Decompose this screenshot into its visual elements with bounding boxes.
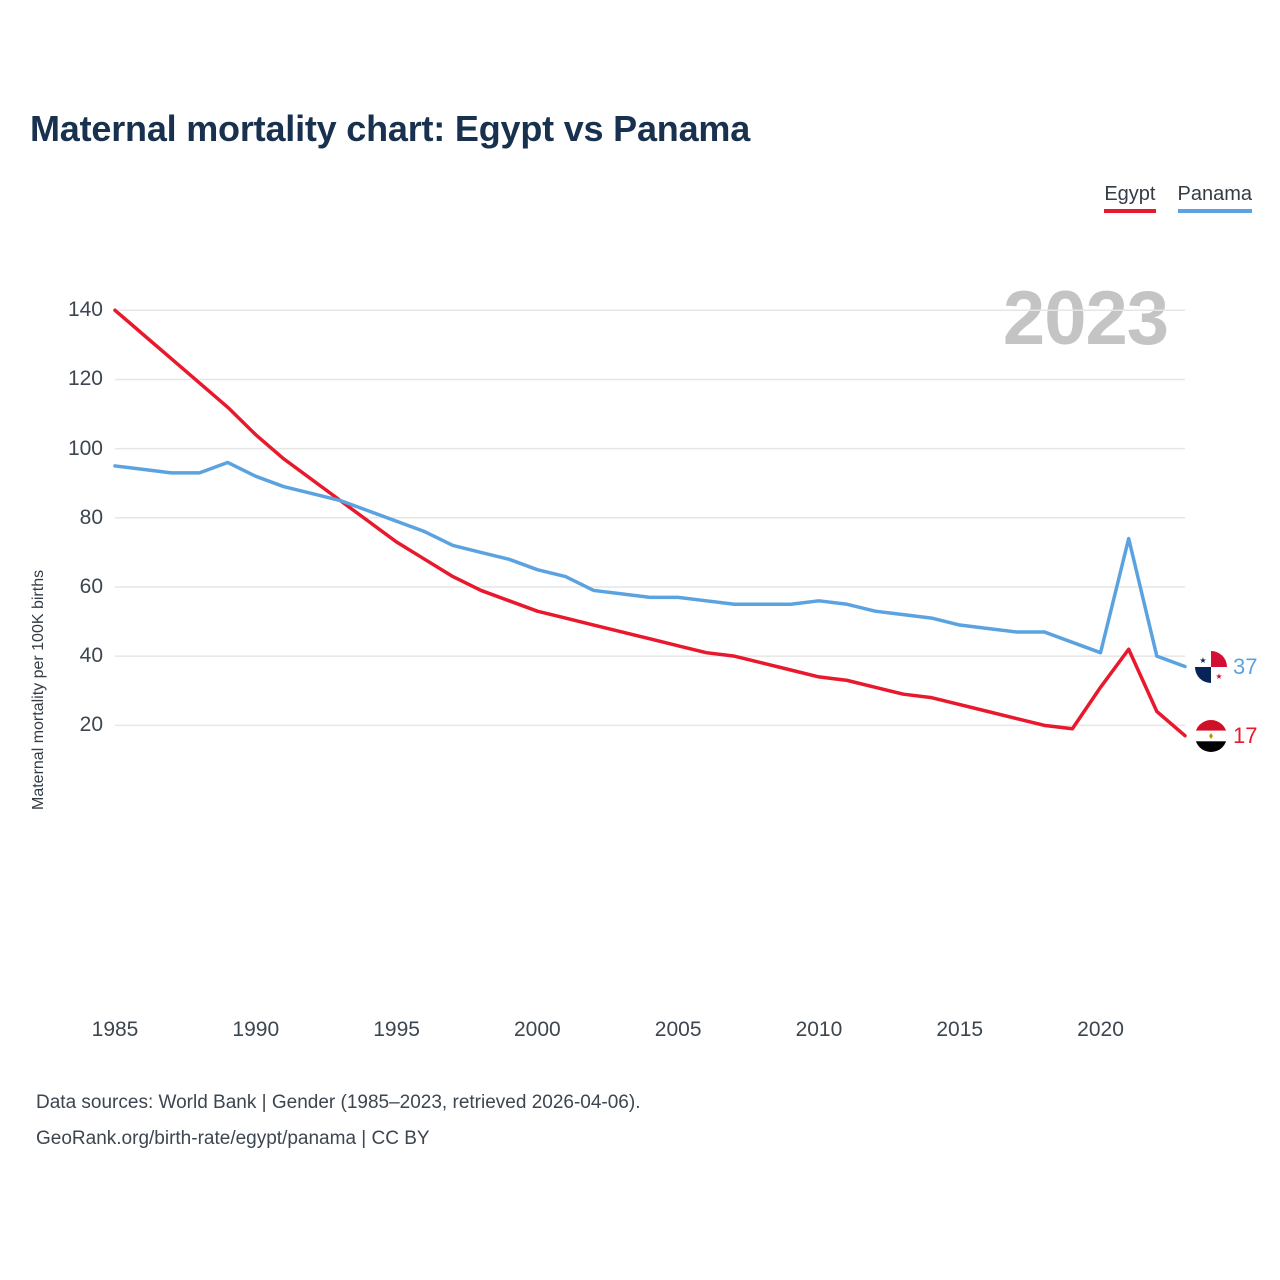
y-axis-title: Maternal mortality per 100K births <box>30 569 47 810</box>
x-tick-label: 2015 <box>936 1018 984 1041</box>
y-tick-label: 100 <box>67 436 103 460</box>
svg-text:★: ★ <box>1199 655 1207 665</box>
x-tick-label: 2005 <box>654 1018 702 1041</box>
x-tick-labels <box>0 255 1280 1041</box>
y-tick-label: 60 <box>79 574 103 598</box>
x-tick-label: 1985 <box>91 1018 139 1041</box>
footer-line-sources: Data sources: World Bank | Gender (1985–2023, retrieved 2026-04-06). <box>36 1092 641 1113</box>
y-tick-label: 120 <box>67 367 103 391</box>
footer-line-attribution: GeoRank.org/birth-rate/egypt/panama | CC BY <box>36 1128 430 1149</box>
y-tick-label: 80 <box>79 505 103 529</box>
legend-swatch-panama <box>1178 209 1253 213</box>
x-tick-label: 1990 <box>232 1018 280 1041</box>
legend-swatch-egypt <box>1104 209 1155 213</box>
y-tick-label: 40 <box>79 644 103 668</box>
legend-item-panama[interactable] <box>1178 182 1253 213</box>
x-tick-label: 1995 <box>373 1018 420 1041</box>
y-tick-label: 140 <box>67 298 103 322</box>
panama-flag-icon <box>1195 651 1227 683</box>
egypt-end-value: 17 <box>1233 722 1258 748</box>
page-title: Maternal mortality chart: Egypt vs Panama <box>30 108 751 149</box>
x-tick-label: 2020 <box>1077 1018 1124 1041</box>
legend-label-egypt: Egypt <box>1104 183 1156 205</box>
x-tick-label: 2010 <box>795 1018 843 1041</box>
legend-label-panama: Panama <box>1177 183 1252 205</box>
svg-text:★: ★ <box>1215 671 1223 681</box>
footer-note <box>36 1085 640 1157</box>
line-chart-plot <box>0 255 1280 1041</box>
chart-legend <box>1104 182 1252 213</box>
y-tick-label: 20 <box>79 713 103 737</box>
legend-item-egypt[interactable] <box>1104 182 1155 213</box>
egypt-flag-icon <box>1195 720 1227 752</box>
panama-end-value: 37 <box>1233 653 1258 679</box>
x-tick-label: 2000 <box>514 1018 561 1041</box>
current-year-watermark: 2023 <box>1002 276 1168 361</box>
